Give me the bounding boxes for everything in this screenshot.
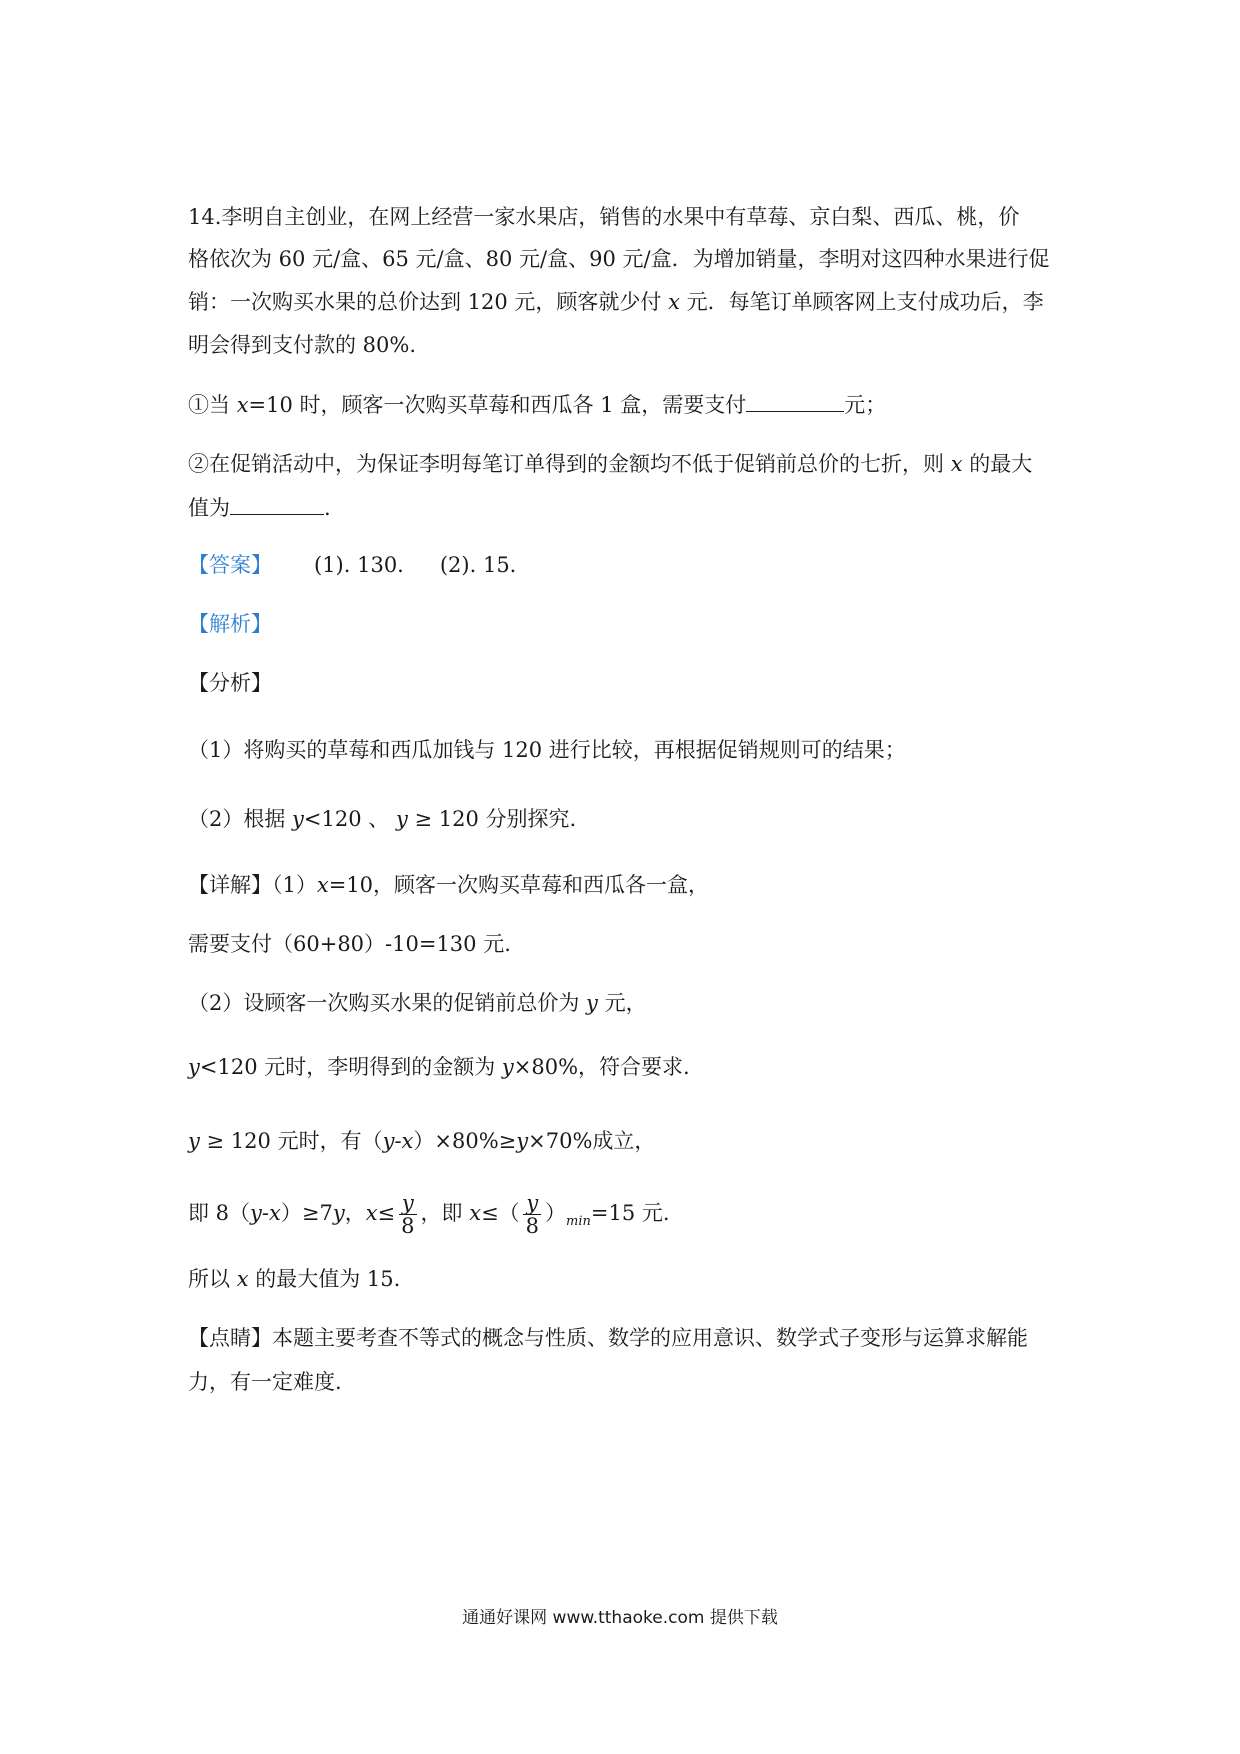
fraction-y-over-8-min: $\frac{y}{8}$ — [523, 1192, 542, 1237]
answer-label: 【答案】 — [188, 553, 272, 577]
detail-line-5: y ≥ 120 元时，有（y-x）×80%≥y×70%成立， — [188, 1129, 656, 1153]
dianjing-line-1: 【点睛】本题主要考查不等式的概念与性质、数学的应用意识、数学式子变形与运算求解能 — [188, 1326, 1028, 1350]
answer-blank-1 — [746, 389, 844, 412]
question-line-3: 销：一次购买水果的总价达到 120 元，顾客就少付 x 元．每笔订单顾客网上支付成功后，李 — [188, 290, 1044, 314]
question-line-4: 明会得到支付款的 80%. — [188, 333, 417, 357]
question-line-2: 格依次为 60 元/盒、65 元/盒、80 元/盒、90 元/盒．为增加销量，李明对这四种水果进行促 — [188, 247, 1050, 271]
analysis-label: 【解析】 — [188, 612, 272, 636]
dianjing-line-2: 力，有一定难度. — [188, 1370, 342, 1394]
answer-line: 【答案】 (1). 130. (2). 15. — [188, 553, 517, 577]
detail-line-3: （2）设顾客一次购买水果的促销前总价为 y 元， — [188, 991, 647, 1015]
detail-line-2: 需要支付（60+80）-10=130 元. — [188, 932, 511, 956]
fraction-y-over-8: $\frac{y}{8}$ — [398, 1192, 417, 1237]
detail-line-7: 所以 x 的最大值为 15. — [188, 1267, 401, 1291]
sub-question-2: ②在促销活动中，为保证李明每笔订单得到的金额均不低于促销前总价的七折，则 x 的最大 — [188, 452, 1033, 476]
detail-line-6: 即 8（y-x）≥7y，x≤ $\frac{y}{8}$ ，即 x≤（ $\frac{y}{8}$ ）$_{min}=15$ 元. — [188, 1191, 670, 1238]
sub-question-1: ①当 x=10 时，顾客一次购买草莓和西瓜各 1 盒，需要支付 元； — [188, 389, 886, 420]
fenxi-step-2: （2）根据 y<120 、 y ≥ 120 分别探究. — [188, 807, 577, 831]
sub-question-2-line-2: 值为 . — [188, 492, 331, 523]
detail-line-4: y<120 元时，李明得到的金额为 y×80%，符合要求. — [188, 1055, 690, 1079]
fenxi-label: 【分析】 — [188, 671, 272, 695]
detail-line-1: 【详解】（1）x=10，顾客一次购买草莓和西瓜各一盒， — [188, 873, 710, 897]
page-footer: 通通好课网 www.tthaoke.com 提供下载 — [462, 1608, 778, 1628]
answer-blank-2 — [230, 492, 324, 515]
question-line-1: 14.李明自主创业，在网上经营一家水果店，销售的水果中有草莓、京白梨、西瓜、桃，价 — [188, 205, 1020, 229]
fenxi-step-1: （1）将购买的草莓和西瓜加钱与 120 进行比较，再根据促销规则可的结果； — [188, 738, 906, 762]
